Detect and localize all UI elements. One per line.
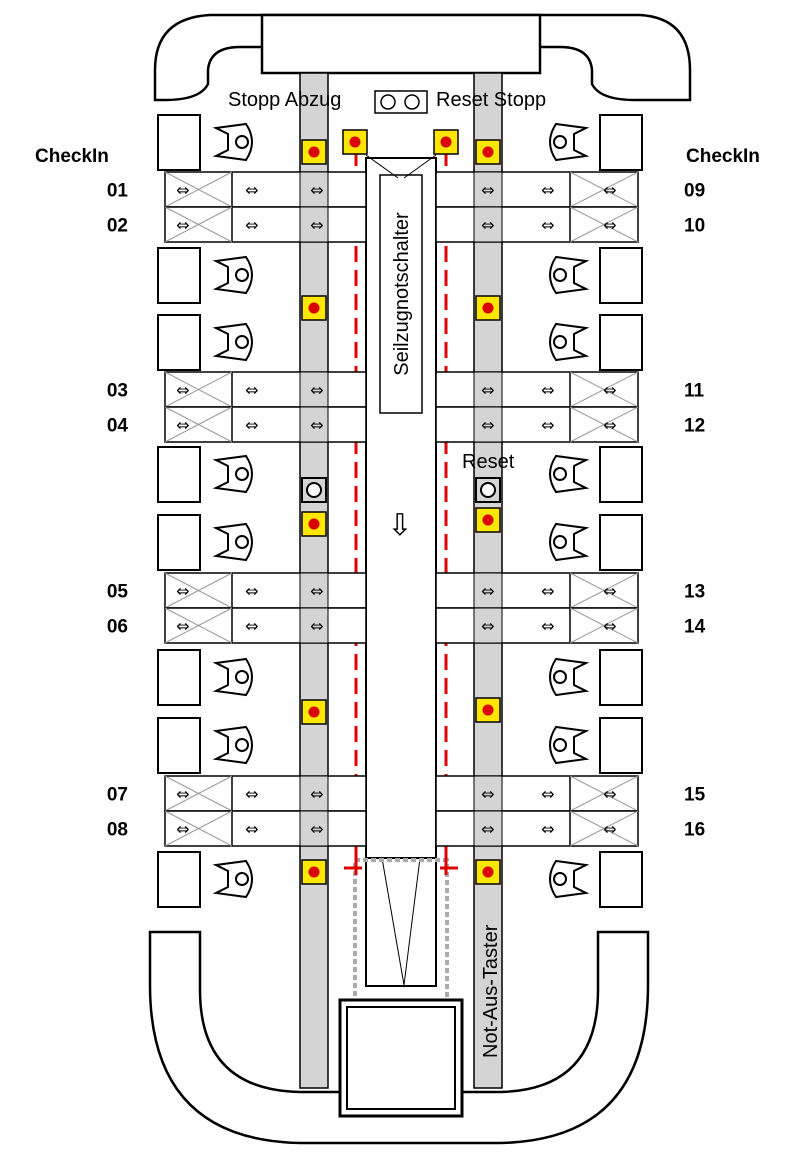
bidirectional-arrow-icon: ⇔	[481, 616, 495, 636]
bidirectional-arrow-icon: ⇔	[310, 616, 324, 636]
counter-row-frame	[165, 811, 366, 846]
scanner-lens	[236, 336, 248, 348]
bidirectional-arrow-icon: ⇔	[481, 415, 495, 435]
checkin-counter-left[interactable]	[107, 407, 366, 442]
bidirectional-arrow-icon: ⇔	[245, 819, 259, 839]
counter-number: 14	[684, 616, 706, 638]
reset-button[interactable]	[476, 478, 500, 502]
checkin-counter-left[interactable]	[107, 573, 366, 608]
bidirectional-arrow-icon: ⇔	[603, 581, 617, 601]
counter-number: 11	[684, 380, 705, 402]
counter-number: 16	[684, 819, 706, 841]
bidirectional-arrow-icon: ⇔	[603, 380, 617, 400]
desk-block	[158, 852, 200, 907]
scanner-lens	[236, 468, 248, 480]
emergency-stop-button[interactable]	[476, 140, 500, 164]
scanner-lens	[554, 468, 566, 480]
bidirectional-arrow-icon: ⇔	[541, 819, 555, 839]
emergency-stop-button[interactable]	[302, 700, 326, 724]
counter-number: 12	[684, 415, 706, 437]
scanner-lens	[236, 671, 248, 683]
bidirectional-arrow-icon: ⇔	[245, 415, 259, 435]
reset-button-icon	[307, 483, 321, 497]
bidirectional-arrow-icon: ⇔	[310, 215, 324, 235]
stop-extraction-label: Stopp Abzug	[228, 89, 342, 111]
scanner-lens	[236, 873, 248, 885]
bidirectional-arrow-icon: ⇔	[603, 784, 617, 804]
counter-row-frame	[165, 407, 366, 442]
bidirectional-arrow-icon: ⇔	[541, 784, 555, 804]
checkin-counter-left[interactable]	[107, 811, 366, 846]
scanner-lens	[554, 269, 566, 281]
counter-number: 13	[684, 581, 706, 603]
counter-number: 05	[106, 581, 128, 603]
checkin-counter-left[interactable]	[107, 776, 366, 811]
scanner-lens	[554, 336, 566, 348]
bidirectional-arrow-icon: ⇔	[176, 180, 190, 200]
desk-block	[600, 718, 642, 773]
bidirectional-arrow-icon: ⇔	[245, 784, 259, 804]
counter-number: 03	[106, 380, 128, 402]
checkin-header-right: CheckIn	[686, 146, 760, 167]
key-switch-icon[interactable]	[381, 95, 395, 109]
bidirectional-arrow-icon: ⇔	[310, 380, 324, 400]
emergency-stop-icon	[309, 707, 320, 718]
scanner-station-left	[158, 718, 252, 773]
scanner-lens	[554, 536, 566, 548]
bidirectional-arrow-icon: ⇔	[541, 581, 555, 601]
desk-block	[158, 248, 200, 303]
emergency-stop-button[interactable]	[302, 860, 326, 884]
bidirectional-arrow-icon: ⇔	[481, 380, 495, 400]
counter-row-frame	[165, 172, 366, 207]
checkin-counter-left[interactable]	[107, 372, 366, 407]
desk-block	[600, 515, 642, 570]
emergency-stop-icon	[309, 303, 320, 314]
scanner-station-right	[550, 315, 642, 370]
emergency-stop-icon	[309, 867, 320, 878]
scanner-lens	[554, 136, 566, 148]
scanner-station-right	[550, 515, 642, 570]
emergency-stop-icon	[483, 867, 494, 878]
desk-block	[600, 650, 642, 705]
checkin-counter-right[interactable]	[436, 407, 705, 442]
emergency-stop-button[interactable]	[343, 130, 367, 154]
scanner-lens	[236, 136, 248, 148]
bidirectional-arrow-icon: ⇔	[603, 616, 617, 636]
bidirectional-arrow-icon: ⇔	[176, 819, 190, 839]
desk-block	[158, 650, 200, 705]
counter-number: 02	[106, 215, 128, 237]
desk-block	[600, 315, 642, 370]
scanner-lens	[236, 269, 248, 281]
emergency-stop-icon	[350, 137, 361, 148]
scanner-station-right	[550, 852, 642, 907]
emergency-stop-icon	[441, 137, 452, 148]
bidirectional-arrow-icon: ⇔	[176, 581, 190, 601]
counter-number: 07	[106, 784, 128, 806]
checkin-counter-right[interactable]	[436, 608, 706, 643]
checkin-counter-left[interactable]	[107, 172, 366, 207]
bidirectional-arrow-icon: ⇔	[245, 180, 259, 200]
bidirectional-arrow-icon: ⇔	[176, 784, 190, 804]
bidirectional-arrow-icon: ⇔	[481, 215, 495, 235]
bidirectional-arrow-icon: ⇔	[310, 581, 324, 601]
scanner-station-right	[550, 718, 642, 773]
bidirectional-arrow-icon: ⇔	[481, 819, 495, 839]
desk-block	[600, 248, 642, 303]
bidirectional-arrow-icon: ⇔	[481, 180, 495, 200]
desk-block	[158, 315, 200, 370]
scanner-lens	[554, 873, 566, 885]
bidirectional-arrow-icon: ⇔	[176, 380, 190, 400]
reset-stop-label: Reset Stopp	[436, 89, 547, 111]
counter-number: 06	[106, 616, 128, 638]
reset-button[interactable]	[302, 478, 326, 502]
checkin-counter-right[interactable]	[436, 573, 705, 608]
bidirectional-arrow-icon: ⇔	[176, 215, 190, 235]
emergency-stop-button[interactable]	[302, 140, 326, 164]
checkin-counter-left[interactable]	[107, 207, 366, 242]
scanner-lens	[554, 739, 566, 751]
scanner-station-right	[550, 447, 642, 502]
reset-label: Reset	[462, 451, 515, 473]
bidirectional-arrow-icon: ⇔	[541, 616, 555, 636]
desk-block	[600, 447, 642, 502]
reset-button-icon	[481, 483, 495, 497]
bidirectional-arrow-icon: ⇔	[481, 784, 495, 804]
bidirectional-arrow-icon: ⇔	[541, 180, 555, 200]
emergency-stop-icon	[483, 147, 494, 158]
emergency-stop-button[interactable]	[476, 698, 500, 722]
flow-direction-arrow: ⇩	[387, 508, 413, 543]
emergency-stop-icon	[483, 705, 494, 716]
emergency-stop-button[interactable]	[476, 296, 500, 320]
pull-cord-label: Seilzugnotschalter	[391, 212, 413, 376]
emergency-stop-button[interactable]	[476, 860, 500, 884]
counter-row-frame	[165, 608, 366, 643]
counter-row-frame	[165, 776, 366, 811]
counter-number: 08	[106, 819, 128, 841]
bidirectional-arrow-icon: ⇔	[603, 180, 617, 200]
emergency-stop-icon	[483, 303, 494, 314]
checkin-counter-right[interactable]	[436, 372, 705, 407]
bidirectional-arrow-icon: ⇔	[541, 215, 555, 235]
bidirectional-arrow-icon: ⇔	[603, 215, 617, 235]
scanner-station-left	[158, 447, 252, 502]
scanner-lens	[236, 536, 248, 548]
scanner-station-right	[550, 650, 642, 705]
desk-block	[600, 115, 642, 170]
checkin-header-left: CheckIn	[35, 146, 109, 167]
bidirectional-arrow-icon: ⇔	[310, 180, 324, 200]
desk-block	[600, 852, 642, 907]
checkin-counter-left[interactable]	[107, 608, 366, 643]
emergency-stop-button[interactable]	[434, 130, 458, 154]
bidirectional-arrow-icon: ⇔	[176, 616, 190, 636]
counter-row-frame	[165, 573, 366, 608]
counter-number: 09	[684, 180, 706, 202]
emergency-stop-label: Not-Aus-Taster	[480, 924, 502, 1058]
bidirectional-arrow-icon: ⇔	[245, 616, 259, 636]
bidirectional-arrow-icon: ⇔	[245, 215, 259, 235]
bidirectional-arrow-icon: ⇔	[245, 380, 259, 400]
scanner-lens	[554, 671, 566, 683]
counter-number: 01	[106, 180, 128, 202]
counter-number: 15	[684, 784, 706, 806]
emergency-stop-button[interactable]	[302, 512, 326, 536]
bidirectional-arrow-icon: ⇔	[310, 819, 324, 839]
bidirectional-arrow-icon: ⇔	[310, 415, 324, 435]
scanner-station-left	[158, 315, 252, 370]
scanner-station-left	[158, 650, 252, 705]
emergency-stop-button[interactable]	[302, 296, 326, 320]
scanner-station-left	[158, 852, 252, 907]
counter-number: 04	[106, 415, 128, 437]
bidirectional-arrow-icon: ⇔	[310, 784, 324, 804]
bidirectional-arrow-icon: ⇔	[603, 819, 617, 839]
scanner-station-left	[158, 115, 252, 170]
desk-block	[158, 718, 200, 773]
bidirectional-arrow-icon: ⇔	[541, 415, 555, 435]
scanner-station-left	[158, 515, 252, 570]
emergency-stop-icon	[309, 519, 320, 530]
scanner-lens	[236, 739, 248, 751]
emergency-stop-icon	[309, 147, 320, 158]
stop-switch-icon[interactable]	[405, 95, 419, 109]
top-opening	[262, 15, 540, 73]
bidirectional-arrow-icon: ⇔	[245, 581, 259, 601]
counter-number: 10	[684, 215, 706, 237]
bidirectional-arrow-icon: ⇔	[481, 581, 495, 601]
counter-row-frame	[165, 372, 366, 407]
desk-block	[158, 447, 200, 502]
scanner-station-right	[550, 248, 642, 303]
checkin-counter-right[interactable]	[436, 172, 705, 207]
checkin-counter-right[interactable]	[436, 776, 706, 811]
transfer-box	[340, 1000, 462, 1116]
bidirectional-arrow-icon: ⇔	[541, 380, 555, 400]
checkin-counter-right[interactable]	[436, 811, 705, 846]
desk-block	[158, 515, 200, 570]
scanner-station-right	[550, 115, 642, 170]
emergency-stop-button[interactable]	[476, 508, 500, 532]
bidirectional-arrow-icon: ⇔	[603, 415, 617, 435]
emergency-stop-icon	[483, 515, 494, 526]
bidirectional-arrow-icon: ⇔	[176, 415, 190, 435]
counter-row-frame	[165, 207, 366, 242]
scanner-station-left	[158, 248, 252, 303]
checkin-counter-right[interactable]	[436, 207, 705, 242]
desk-block	[158, 115, 200, 170]
